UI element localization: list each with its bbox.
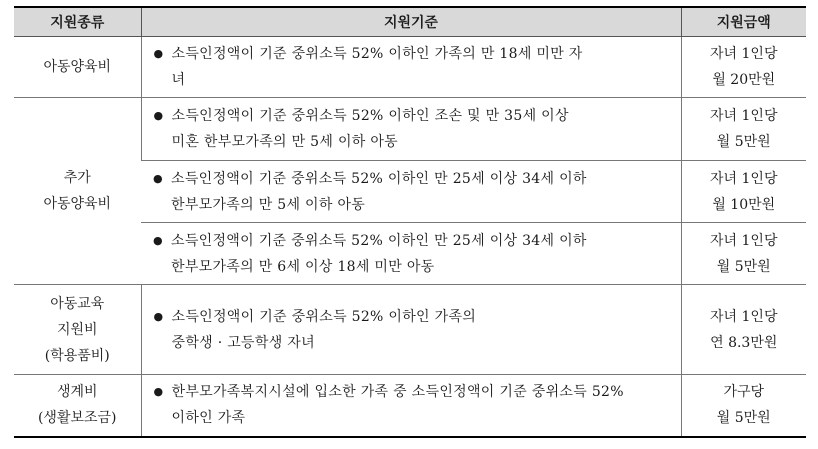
amount-line: 자녀 1인당 (710, 46, 778, 62)
criteria-line: 소득인정액이 기준 중위소득 52% 이하인 가족의 만 18세 미만 자 (171, 46, 583, 62)
amount-line: 월 5만원 (716, 134, 771, 150)
table-row (14, 37, 806, 98)
support-table (14, 6, 806, 438)
criteria-line: 한부모가족의 만 5세 이하 아동 (171, 196, 366, 213)
support-type-cell (14, 98, 141, 285)
amount-cell (681, 285, 806, 375)
criteria-cell (141, 223, 681, 285)
amount-cell (681, 98, 806, 161)
header-support-criteria: 지원기준 (141, 7, 681, 37)
criteria-line: 이하인 가족 (171, 410, 246, 427)
amount-cell (681, 37, 806, 98)
criteria-line: 중학생 · 고등학생 자녀 (171, 334, 315, 351)
criteria-line: 소득인정액이 기준 중위소득 52% 이하인 만 25세 이상 34세 이하 (171, 232, 587, 249)
amount-line: 월 5만원 (716, 410, 771, 427)
header-support-type: 지원종류 (14, 7, 141, 37)
amount-cell (681, 161, 806, 223)
support-type-line: 아동양육비 (43, 59, 112, 75)
bullet-icon: ● (153, 385, 164, 399)
bullet-icon: ● (153, 47, 164, 60)
header-support-amount: 지원금액 (681, 7, 806, 37)
criteria-cell (141, 161, 681, 223)
criteria-cell (141, 375, 681, 437)
support-type-line: 아동교육 (50, 295, 105, 312)
amount-line: 자녀 1인당 (710, 232, 778, 249)
header-row (14, 7, 806, 37)
bullet-icon: ● (153, 233, 163, 247)
table-row (14, 375, 806, 437)
support-type-line: 추가 (63, 170, 91, 186)
amount-line: 자녀 1인당 (710, 308, 778, 325)
amount-line: 자녀 1인당 (710, 170, 778, 187)
table-row (14, 98, 806, 161)
criteria-line: 녀 (171, 72, 186, 88)
support-type-cell (14, 285, 141, 375)
support-type-line: (생활보조금) (37, 410, 117, 427)
amount-line: 월 20만원 (712, 72, 776, 88)
criteria-cell (141, 98, 681, 161)
support-type-line: 지원비 (56, 321, 98, 338)
amount-line: 월 10만원 (712, 196, 776, 213)
amount-cell (681, 223, 806, 285)
support-type-line: 아동양육비 (43, 196, 112, 212)
support-type-line: 생계비 (56, 384, 98, 401)
criteria-line: 한부모가족의 만 6세 이상 18세 미만 아동 (171, 258, 435, 275)
support-type-line: (학용품비) (44, 347, 110, 364)
criteria-line: 소득인정액이 기준 중위소득 52% 이하인 조손 및 만 35세 이상 (171, 108, 569, 124)
criteria-line: 한부모가족복지시설에 입소한 가족 중 소득인정액이 기준 중위소득 52% (171, 384, 624, 401)
criteria-line: 미혼 한부모가족의 만 5세 이하 아동 (171, 134, 398, 150)
bullet-icon: ● (153, 171, 163, 185)
support-type-cell (14, 375, 141, 437)
bullet-icon: ● (153, 109, 164, 122)
table-row (14, 285, 806, 375)
bullet-icon: ● (153, 309, 164, 323)
support-type-cell (14, 37, 141, 98)
criteria-line: 소득인정액이 기준 중위소득 52% 이하인 가족의 (171, 308, 477, 325)
amount-line: 월 5만원 (716, 258, 771, 275)
criteria-cell (141, 37, 681, 98)
amount-line: 연 8.3만원 (710, 334, 778, 351)
criteria-line: 소득인정액이 기준 중위소득 52% 이하인 만 25세 이상 34세 이하 (171, 170, 587, 187)
amount-cell (681, 375, 806, 437)
criteria-cell (141, 285, 681, 375)
amount-line: 자녀 1인당 (710, 108, 778, 124)
amount-line: 가구당 (723, 384, 765, 401)
